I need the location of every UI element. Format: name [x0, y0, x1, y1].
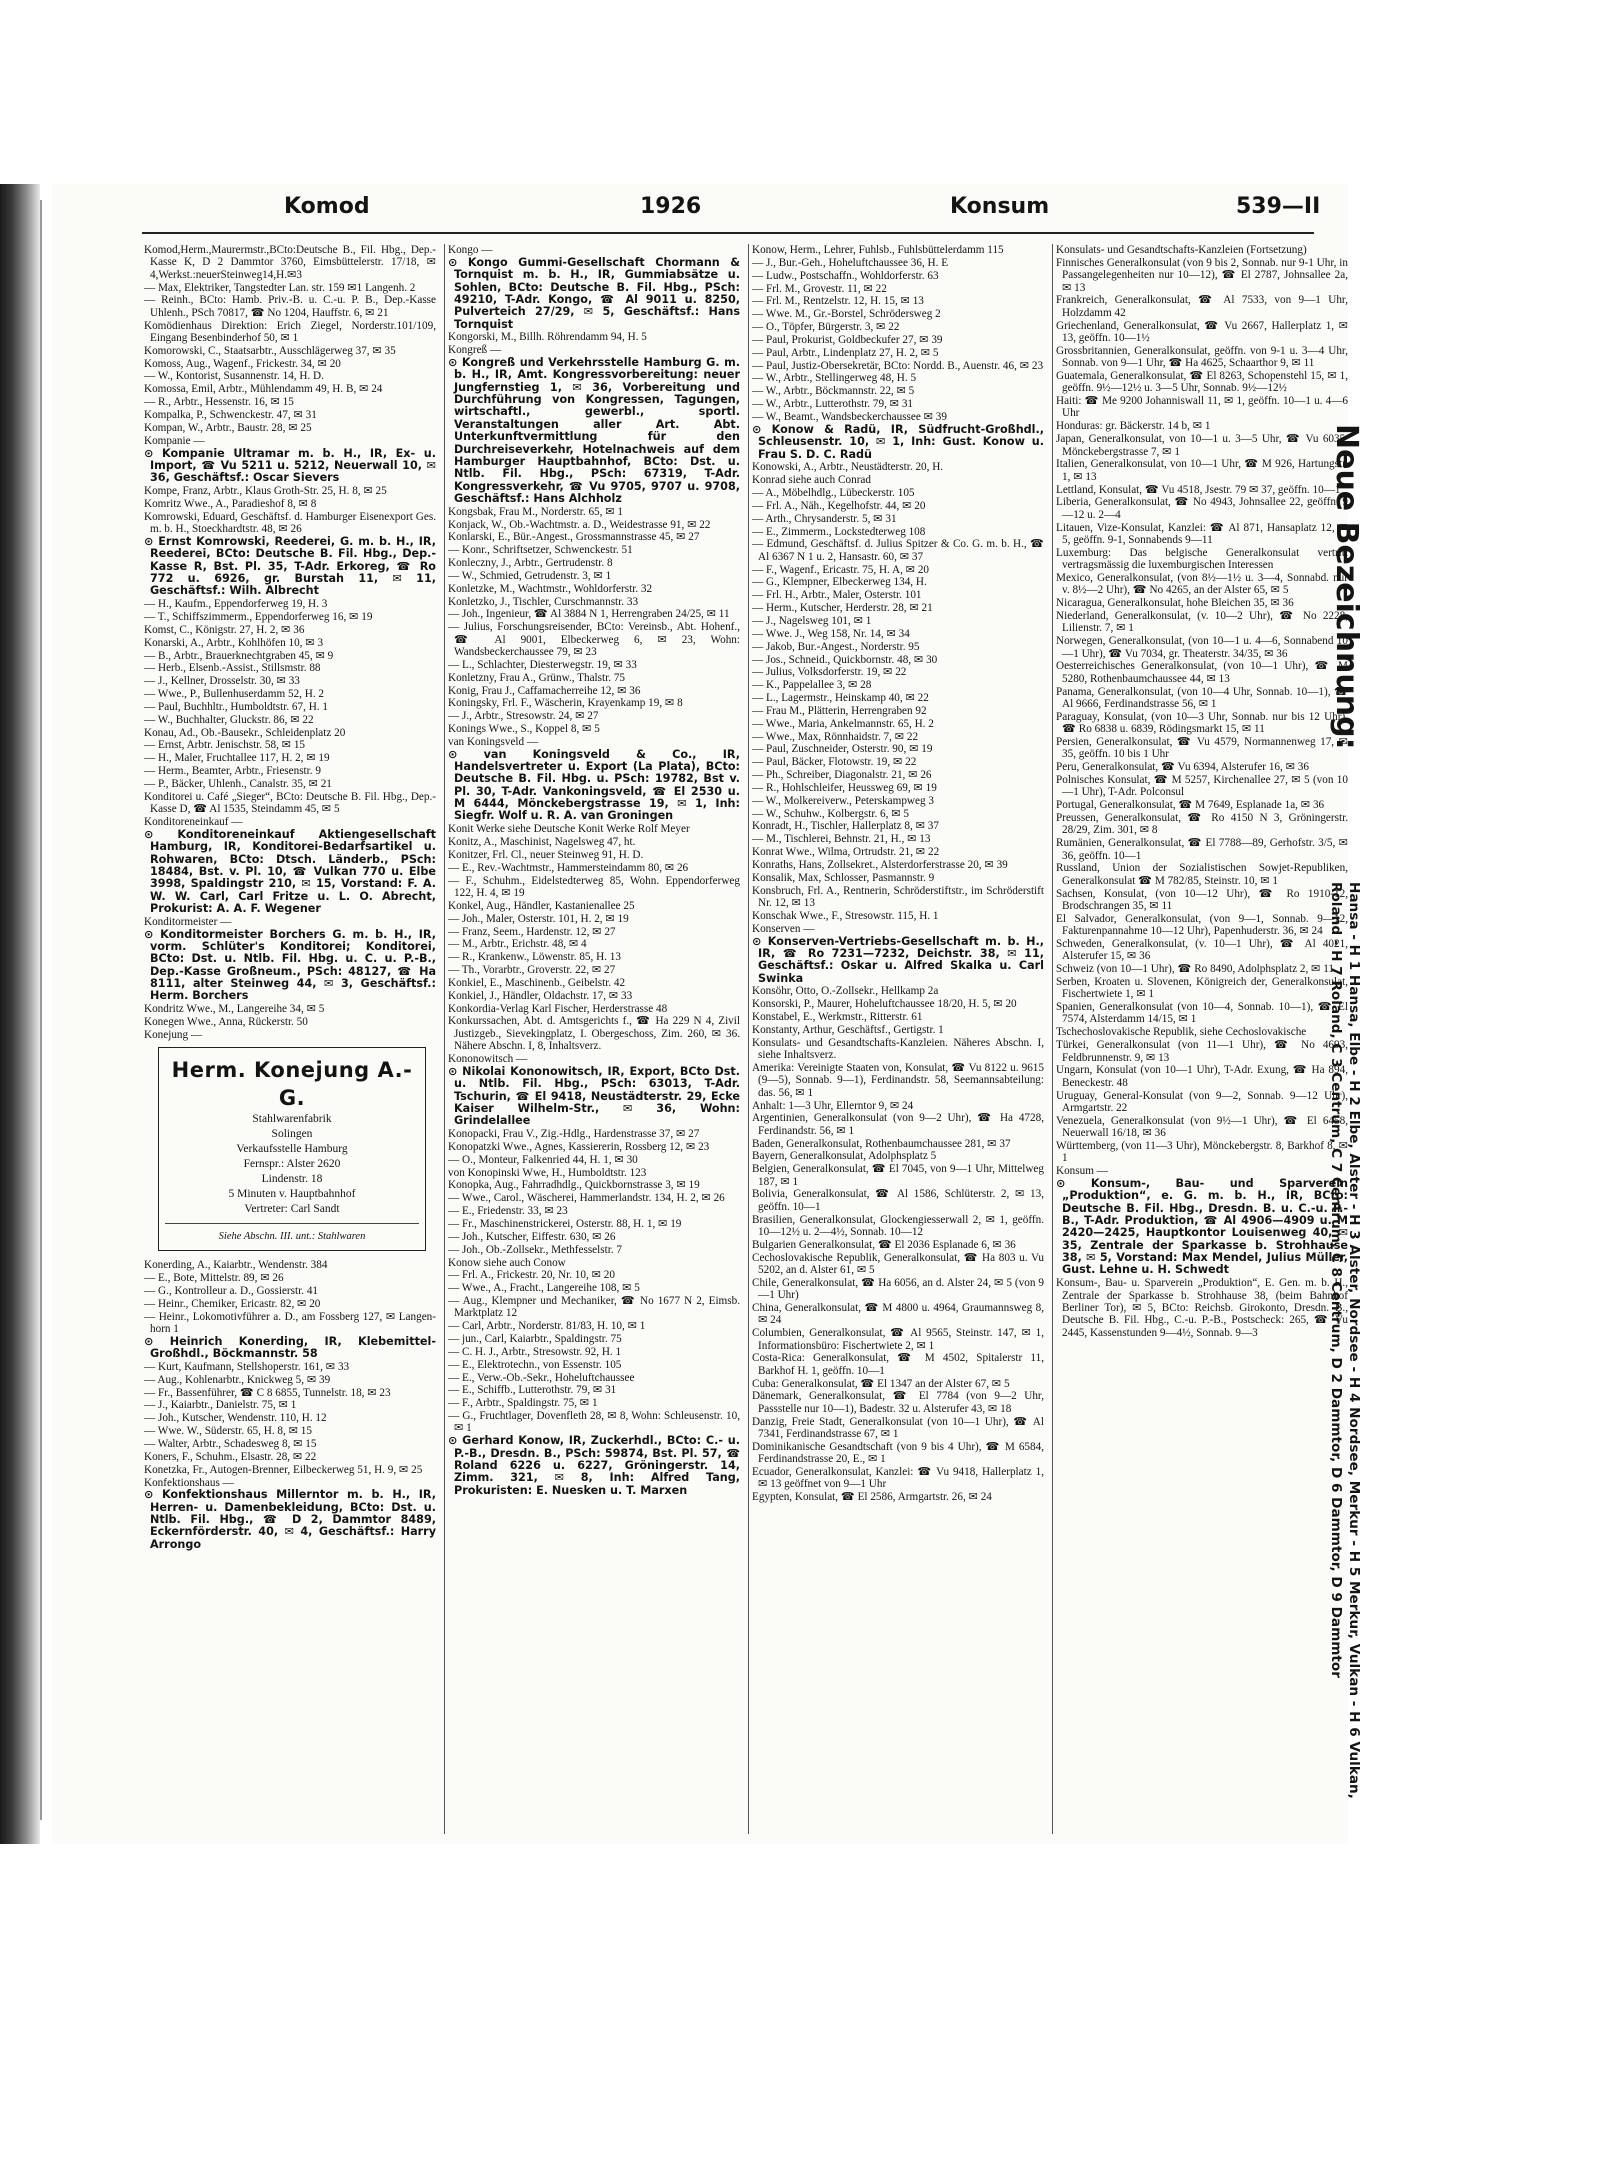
book-spine-shadow	[0, 184, 40, 1844]
directory-entry: ⊙ van Koningsveld & Co., IR, Handelsvertreter u. Export (La Plata), BCto: Deutsche B. Fil. Hbg. u. PSch: 19782, Bst v. Pl. 30, T-Adr. Vankoningsveld, ☎ El 2530 u. M 6444, Mönckebergstrasse 19, ✉ 1, Inh: Siegfr. Wolf u. R. A. van Groningen	[448, 747, 740, 823]
directory-entry: — E., Schiffb., Lutterothstr. 79, ✉ 31	[448, 1384, 617, 1397]
column-divider	[748, 244, 749, 1834]
directory-entry: — F., Arbtr., Spaldingstr. 75, ✉ 1	[448, 1397, 598, 1410]
directory-entry: — Edmund, Geschäftsf. d. Julius Spitzer & Co. G. m. b. H., ☎ Al 6367 N 1 u. 2, Hansastr. 60, ✉ 37	[752, 538, 1044, 563]
directory-entry: — Heinr., Lokomotivführer a. D., am Fossberg 127, ✉ Langen-horn 1	[144, 1310, 436, 1335]
directory-entry: Kongsbak, Frau M., Norderstr. 65, ✉ 1	[448, 505, 623, 518]
directory-entry: Konraths, Hans, Zollsekret., Alsterdorferstrasse 20, ✉ 39	[752, 859, 1008, 871]
directory-entry: — R., Hohlschleifer, Heussweg 69, ✉ 19	[752, 781, 937, 794]
directory-entry: Italien, Generalkonsulat, von 10—1 Uhr, ☎ M 926, Hartungstr. 1, ✉ 13	[1056, 458, 1348, 483]
directory-entry: Koners, F., Schuhm., Elsastr. 28, ✉ 22	[144, 1450, 317, 1463]
directory-entry: Kondritz Wwe., M., Langereihe 34, ✉ 5	[144, 1003, 325, 1016]
directory-entry: ⊙ Ernst Komrowski, Reederei, G. m. b. H., IR, Reederei, BCto: Deutsche B. Fil. Hbg., Dep.-Kasse R, Bst. Pl. 35, T-Adr. Erkoreg, ☎ Ro 772 u. 6926, gr. Burstah 11, ✉ 11, Geschäftsf.: Wilh. Albrecht	[144, 534, 436, 598]
directory-entry: — G., Klempner, Elbeckerweg 134, H.	[752, 576, 927, 589]
directory-entry: Litauen, Vize-Konsulat, Kanzlei: ☎ Al 871, Hansaplatz 12, ✉ 5, geöffn. 9-1, Sonnabends 9—11	[1056, 521, 1348, 546]
directory-entry: — Frl. A., Frickestr. 20, Nr. 10, ✉ 20	[448, 1269, 615, 1282]
directory-entry: — Julius, Forschungsreisender, BCto: Vereinsb., Abt. Hohenf., ☎ Al 9001, Elbeckerweg 6, ✉ 23, Wohn: Wandsbeckerchaussee 79, ✉ 23	[448, 621, 740, 658]
directory-entry: ⊙ Heinrich Konerding, IR, Klebemittel-Großhdl., Böckmannstr. 58	[144, 1334, 436, 1361]
directory-entry: ⊙ Gerhard Konow, IR, Zuckerhdl., BCto: C.- u. P.-B., Dresdn. B., PSch: 59874, Bst. Pl. 57, ☎ Roland 6226 u. 6227, Gröningerstr. 14, Zimm. 321, ✉ 8, Inh: Alfred Tang, Prokuristen: E. Nuesken u. T. Marxen	[448, 1434, 740, 1497]
directory-entry: Kompanie —	[144, 434, 205, 447]
directory-entry: Konstanty, Arthur, Geschäftsf., Gertigstr. 1	[752, 1023, 944, 1036]
directory-entry: Cechoslovakische Republik, Generalkonsulat, ☎ Ha 803 u. Vu 5202, an d. Alster 61, ✉ 5	[752, 1251, 1044, 1276]
directory-entry: Kompalka, P., Schwenckestr. 47, ✉ 31	[144, 408, 317, 421]
directory-entry: — E., Verw.-Ob.-Sekr., Hoheluftchaussee	[448, 1371, 635, 1384]
header-year: 1926	[640, 194, 702, 219]
directory-entry: — H., Kaufm., Eppendorferweg 19, H. 3	[144, 598, 328, 611]
directory-entry: Schweiz (von 10—1 Uhr), ☎ Ro 8490, Adolphsplatz 2, ✉ 11	[1056, 963, 1335, 976]
directory-entry: — Paul, Zuschneider, Osterstr. 90, ✉ 19	[752, 743, 933, 756]
directory-entry: — Frl. M., Grovestr. 11, ✉ 22	[752, 282, 887, 295]
directory-entry: Guatemala, Generalkonsulat, ☎ El 8263, Schopenstehl 15, ✉ 1, geöffn. 9½—12½ u. 3—5 Uhr, Sonnab. 9½—12½	[1056, 369, 1348, 395]
directory-entry: Chile, Generalkonsulat, ☎ Ha 6056, an d. Alster 24, ✉ 5 (von 9—1 Uhr)	[752, 1276, 1044, 1302]
directory-entry: ⊙ Konserven-Vertriebs-Gesellschaft m. b. H., IR, ☎ Ro 7231—7232, Deichstr. 38, ✉ 11, Geschäftsf.: Oskar u. Alfred Skalka u. Carl Swinka	[752, 934, 1044, 985]
directory-entry: ⊙ Konow & Radü, IR, Südfrucht-Großhdl., Schleusenstr. 10, ✉ 1, Inh: Gust. Konow u. Frau S. D. C. Radü	[752, 422, 1044, 461]
directory-entry: — Joh., Kutscher, Eiffestr. 630, ✉ 26	[448, 1230, 616, 1243]
directory-entry: — Ludw., Postschaffn., Wohldorferstr. 63	[752, 269, 939, 282]
directory-entry: Konkel, Aug., Händler, Kastanienallee 25	[448, 899, 635, 912]
directory-entry: — W., Molkereiverw., Peterskampweg 3	[752, 794, 934, 807]
directory-entry: Liberia, Generalkonsulat, ☎ No 4943, Johnsallee 22, geöffn. 9—12 u. 2—4	[1056, 496, 1348, 521]
directory-entry: Peru, Generalkonsulat, ☎ Vu 6394, Alsterufer 16, ✉ 36	[1056, 761, 1309, 774]
directory-entry: Konsöhr, Otto, O.-Zollsekr., Hellkamp 2a	[752, 985, 939, 998]
directory-entry: Nicaragua, Generalkonsulat, hohe Bleichen 35, ✉ 36	[1056, 597, 1294, 610]
directory-entry: — E., Friedenstr. 33, ✉ 23	[448, 1205, 568, 1218]
directory-entry: — Wwe. W., Süderstr. 65, H. 8, ✉ 15	[144, 1425, 312, 1438]
directory-entry: — Frl. M., Rentzelstr. 12, H. 15, ✉ 13	[752, 295, 924, 308]
directory-entry: Konarski, A., Arbtr., Kohlhöfen 10, ✉ 3	[144, 636, 324, 649]
directory-entry: Konsulats- und Gesandtschafts-Kanzleien. Näheres Abschn. I, siehe Inhaltsverz.	[752, 1036, 1044, 1062]
directory-entry: Luxemburg: Das belgische Generalkonsulat vertritt vertragsmässig die luxemburgischen Interessen	[1056, 546, 1348, 572]
directory-entry: Konerding, A., Kaiarbtr., Wendenstr. 384	[144, 1259, 328, 1272]
directory-entry: — Ernst, Arbtr. Jenischstr. 58, ✉ 15	[144, 739, 306, 752]
page-edge	[40, 200, 42, 1820]
directory-entry: Niederland, Generalkonsulat, (v. 10—2 Uhr), ☎ No 2228, Lilienstr. 7, ✉ 1	[1056, 609, 1348, 635]
directory-entry: — Fr., Maschinenstrickerei, Osterstr. 88, H. 1, ✉ 19	[448, 1217, 682, 1230]
directory-entry: — A., Möbelhdlg., Lübeckerstr. 105	[752, 487, 915, 500]
directory-entry: Baden, Generalkonsulat, Rothenbaumchaussee 281, ✉ 37	[752, 1137, 1011, 1150]
directory-entry: Kongorski, M., Billh. Röhrendamm 94, H. 5	[448, 331, 647, 344]
directory-entry: — Herm., Kutscher, Herderstr. 28, ✉ 21	[752, 602, 933, 615]
directory-entry: Rumänien, Generalkonsulat, ☎ El 7788—89, Gerhofstr. 3/5, ✉ 36, geöffn. 10—1	[1056, 837, 1348, 862]
entry-list	[752, 244, 1044, 1504]
directory-entry: Schweden, Generalkonsulat, (v. 10—1 Uhr), ☎ Al 4021, Alsterufer 15, ✉ 36	[1056, 937, 1348, 963]
directory-entry: — Aug., Klempner und Mechaniker, ☎ No 1677 N 2, Eimsb. Marktplatz 12	[448, 1295, 740, 1320]
directory-entry: — W., Kontorist, Susannenstr. 14, H. D.	[144, 370, 324, 383]
directory-entry: — J., Nagelsweg 101, ✉ 1	[752, 614, 872, 627]
directory-entry: — W., Arbtr., Lutterothstr. 79, ✉ 31	[752, 398, 914, 411]
directory-entry: Komod,Herm.,Maurermstr.,BCto:Deutsche B., Fil. Hbg., Dep.-Kasse K, D 2 Dammtor 3760, Eimsbüttelerstr. 17/18, ✉4,Werkst.:neuerSteinweg14,H.✉3	[144, 244, 436, 281]
directory-entry: — Heinr., Chemiker, Ericastr. 82, ✉ 20	[144, 1297, 321, 1310]
header-first-entry: Komod	[284, 194, 370, 219]
directory-entry: ⊙ Nikolai Kononowitsch, IR, Export, BCto Dst. u. Ntlb. Fil. Hbg., PSch: 63013, T-Adr. Tschurin, ☎ El 9418, Neustädterstr. 29, Ecke Kaiser Wilhelm-Str., ✉ 36, Wohn: Grindelallee	[448, 1064, 740, 1128]
directory-entry: — Frau M., Plätterin, Herrengraben 92	[752, 704, 927, 717]
directory-entry: Ungarn, Konsulat (von 10—1 Uhr), T-Adr. Exung, ☎ Ha 894, Beneckestr. 48	[1056, 1064, 1348, 1089]
directory-entry: — Herm., Beamter, Arbtr., Friesenstr. 9	[144, 765, 321, 778]
directory-entry: Konopacki, Frau V., Zig.-Hdlg., Hardenstrasse 37, ✉ 27	[448, 1128, 700, 1141]
directory-entry: — P., Bäcker, Uhlenh., Canalstr. 35, ✉ 21	[144, 777, 332, 790]
directory-entry: — C. H. J., Arbtr., Stresowstr. 92, H. 1	[448, 1345, 622, 1358]
directory-entry: — T., Schiffszimmerm., Eppendorferweg 16, ✉ 19	[144, 610, 373, 623]
directory-entry: Konitz, A., Maschinist, Nagelsweg 47, ht.	[448, 836, 636, 849]
directory-entry: — F., Schuhm., Eidelstedterweg 85, Wohn. Eppendorferweg 122, H. 4, ✉ 19	[448, 874, 740, 900]
directory-entry: Komst, C., Königstr. 27, H. 2, ✉ 36	[144, 623, 305, 636]
directory-entry: — Paul, Justiz-Obersekretär, BCto: Nordd. B., Auenstr. 46, ✉ 23	[752, 359, 1044, 372]
directory-entry: — F., Wagenf., Ericastr. 75, H. A, ✉ 20	[752, 563, 930, 576]
directory-entry: — Franz, Seem., Hardenstr. 12, ✉ 27	[448, 925, 616, 938]
directory-entry: — Walter, Arbtr., Schadesweg 8, ✉ 15	[144, 1437, 317, 1450]
directory-entry: Cuba: Generalkonsulat, ☎ El 1347 an der Alster 67, ✉ 5	[752, 1377, 1010, 1390]
directory-entry: Preussen, Generalkonsulat, ☎ Ro 4150 N 3, Gröningerstr. 28/29, Zim. 301, ✉ 8	[1056, 811, 1348, 837]
directory-entry: — Konr., Schriftsetzer, Schwenckestr. 51	[448, 544, 633, 557]
directory-entry: Oesterreichisches Generalkonsulat, (von 10—1 Uhr), ☎ M 5280, Rothenbaumchaussee 44, ✉ 13	[1056, 660, 1348, 685]
directory-entry: — E., Rev.-Wachtmstr., Hammersteindamm 80, ✉ 26	[448, 861, 689, 874]
directory-entry: — Julius, Volksdorferstr. 19, ✉ 22	[752, 666, 907, 679]
directory-entry: — E., Zimmerm., Lockstedterweg 108	[752, 525, 926, 538]
directory-entry: Lettland, Konsulat, ☎ Vu 4518, Jsestr. 79 ✉ 37, geöffn. 10—1	[1056, 483, 1341, 496]
directory-entry: — J., Arbtr., Stresowstr. 24, ✉ 27	[448, 710, 599, 723]
directory-entry: Konfektionshaus —	[144, 1476, 234, 1489]
directory-entry: Konit Werke siehe Deutsche Konit Werke Rolf Meyer	[448, 823, 690, 836]
directory-entry: — Wwe., Carol., Wäscherei, Hammerlandstr. 134, H. 2, ✉ 26	[448, 1192, 725, 1205]
directory-entry: Grossbritannien, Generalkonsulat, geöffn. von 9-1 u. 3—4 Uhr, Sonnab. von 9—1 Uhr, ☎ Ha 4625, Schaarthor 9, ✉ 11	[1056, 344, 1348, 370]
directory-entry: Egypten, Konsulat, ☎ El 2586, Armgartstr. 26, ✉ 24	[752, 1491, 992, 1504]
directory-entry: — H., Maler, Fruchtallee 117, H. 2, ✉ 19	[144, 752, 330, 765]
directory-entry: Brasilien, Generalkonsulat, Glockengiesserwall 2, ✉ 1, geöffn. 10—12½ u. 2—4½, Sonnab. 10—12	[752, 1213, 1044, 1238]
directory-entry: — B., Arbtr., Brauerknechtgraben 45, ✉ 9	[144, 649, 334, 662]
directory-entry: Columbien, Generalkonsulat, ☎ Al 9565, Steinstr. 147, ✉ 1, Informationsbüro: Fischertwiete 2, ✉ 1	[752, 1327, 1044, 1352]
directory-entry: Ecuador, Generalkonsulat, Kanzlei: ☎ Vu 9418, Hallerplatz 1, ✉ 13 geöffnet von 9—1 Uhr	[752, 1466, 1044, 1491]
directory-entry: Komoss, Aug., Wagenf., Frickestr. 34, ✉ 20	[144, 357, 341, 370]
ad-line: Stahlwarenfabrik	[252, 1113, 332, 1126]
directory-entry: Konletzny, Frau A., Grünw., Thalstr. 75	[448, 671, 626, 684]
directory-entry: Konrat Wwe., Wilma, Ortrudstr. 21, ✉ 22	[752, 846, 940, 859]
directory-entry: Panama, Generalkonsulat, (von 10—4 Uhr, Sonnab. 10—1), ☎ Al 9666, Ferdinandstrasse 56, ✉ 1	[1056, 685, 1348, 710]
ad-line: Vertreter: Carl Sandt	[244, 1203, 340, 1216]
directory-entry: Konletzke, M., Wachtmstr., Wohldorferstr. 32	[448, 582, 653, 595]
column-4	[1056, 244, 1348, 1842]
directory-entry: — E., Bote, Mittelstr. 89, ✉ 26	[144, 1272, 284, 1284]
directory-entry: — Paul, Bäcker, Flotowstr. 19, ✉ 22	[752, 756, 917, 769]
directory-entry: von Konopinski Wwe, H., Humboldtstr. 123	[448, 1166, 647, 1179]
header-last-entry: Konsum	[950, 194, 1050, 219]
directory-entry: Konopka, Aug., Fahrradhdlg., Quickbornstrasse 3, ✉ 19	[448, 1179, 700, 1192]
column-2	[448, 244, 740, 1842]
directory-entry: — O., Monteur, Falkenried 44, H. 1, ✉ 30	[448, 1153, 638, 1166]
directory-entry: van Koningsveld —	[448, 735, 539, 748]
telephone-exchange-notice	[1312, 424, 1364, 1844]
directory-entry: Konings Wwe., S., Koppel 8, ✉ 5	[448, 723, 600, 736]
directory-entry: — Wwe., Maria, Ankelmannstr. 65, H. 2	[752, 717, 934, 730]
directory-entry: — L., Schlachter, Diesterwegstr. 19, ✉ 33	[448, 658, 637, 671]
directory-entry: Koningsky, Frl. F., Wäscherin, Krayenkamp 19, ✉ 8	[448, 697, 683, 710]
directory-entry: Konejung —	[144, 1028, 203, 1041]
directory-entry: Konetzka, Fr., Autogen-Brenner, Eilbeckerweg 51, H. 9, ✉ 25	[144, 1463, 423, 1476]
directory-entry: — Ph., Schreiber, Diagonalstr. 21, ✉ 26	[752, 769, 932, 782]
notice-title: Neue Bezeichnung:	[1329, 424, 1364, 750]
directory-entry: ⊙ Kompanie Ultramar m. b. H., IR, Ex- u. Import, ☎ Vu 5211 u. 5212, Neuerwall 10, ✉ 36, Geschäftsf.: Oscar Sievers	[144, 446, 436, 485]
directory-entry: Komritz Wwe., A., Paradieshof 8, ✉ 8	[144, 497, 317, 510]
directory-entry: Haiti: ☎ Me 9200 Johanniswall 11, ✉ 1, geöffn. 10—1 u. 4—6 Uhr	[1056, 395, 1348, 420]
column-divider	[444, 244, 445, 1834]
directory-entry: Konig, Frau J., Caffamacherreihe 12, ✉ 36	[448, 684, 641, 697]
directory-entry: Konau, Ad., Ob.-Bausekr., Schleidenplatz 20	[144, 726, 346, 739]
directory-entry: — W., Buchhalter, Gluckstr. 86, ✉ 22	[144, 713, 314, 726]
directory-entry: — Frl. A., Näh., Kegelhofstr. 44, ✉ 20	[752, 499, 926, 512]
directory-entry: Komorowski, C., Staatsarbtr., Ausschlägerweg 37, ✉ 35	[144, 344, 396, 357]
ad-lines	[165, 1112, 419, 1217]
header-rule	[142, 232, 1314, 234]
directory-entry: — J., Kellner, Drosselstr. 30, ✉ 33	[144, 675, 300, 688]
directory-entry: — Th., Vorarbtr., Groverstr. 22, ✉ 27	[448, 964, 616, 977]
directory-entry: Costa-Rica: Generalkonsulat, ☎ M 4502, Spitalerstr 11, Barkhof H. 1, geöffn. 10—1	[752, 1352, 1044, 1377]
directory-entry: — W., Arbtr., Böckmannstr. 22, ✉ 5	[752, 385, 915, 398]
directory-entry: Griechenland, Generalkonsulat, ☎ Vu 2667, Hallerplatz 1, ✉ 13, geöffn. 10—1½	[1056, 319, 1348, 344]
directory-entry: Konsulats- und Gesandtschafts-Kanzleien (Fortsetzung)	[1056, 244, 1307, 256]
directory-entry: Konow siehe auch Conow	[448, 1256, 566, 1269]
directory-entry: — R., Arbtr., Hessenstr. 16, ✉ 15	[144, 396, 294, 409]
directory-entry: Bulgarien Generalkonsulat, ☎ El 2036 Esplanade 6, ✉ 36	[752, 1238, 1016, 1251]
directory-entry: Konditorei u. Café „Sieger“, BCto: Deutsche B. Fil. Hbg., Dep.-Kasse D, ☎ Al 1535, Steindamm 45, ✉ 5	[144, 790, 436, 816]
directory-entry: — E., Elektrotechn., von Essenstr. 105	[448, 1358, 622, 1371]
directory-entry: — Joh., Maler, Osterstr. 101, H. 2, ✉ 19	[448, 912, 629, 925]
column-1	[144, 244, 436, 1842]
directory-entry: Spanien, Generalkonsulat (von 10—4, Sonnab. 10—1), ☎ El 7574, Alsterdamm 14/15, ✉ 1	[1056, 1001, 1348, 1026]
directory-entry: Bayern, Generalkonsulat, Adolphsplatz 5	[752, 1150, 937, 1163]
page-header	[52, 184, 1321, 234]
directory-entry: — W., Beamt., Wandsbeckerchaussee ✉ 39	[752, 410, 947, 423]
directory-entry: — M., Arbtr., Erichstr. 48, ✉ 4	[448, 938, 587, 951]
directory-entry: Tschechoslovakische Republik, siehe Cechoslovakische	[1056, 1026, 1307, 1039]
directory-entry: Konowski, A., Arbtr., Neustädterstr. 20, H.	[752, 461, 944, 474]
directory-entry: — jun., Carl, Kaiarbtr., Spaldingstr. 75	[448, 1333, 622, 1346]
directory-entry: Konjack, W., Ob.-Wachtmstr. a. D., Weidestrasse 91, ✉ 22	[448, 518, 711, 531]
directory-entry: Dominikanische Gesandtschaft (von 9 bis 4 Uhr), ☎ M 6584, Ferdinandstrasse 20, E., ✉ 1	[752, 1440, 1044, 1466]
directory-entry: Konegen Wwe., Anna, Rückerstr. 50	[144, 1015, 308, 1028]
directory-entry: — R., Krankenw., Löwenstr. 85, H. 13	[448, 951, 621, 964]
directory-entry: Konletzko, J., Tischler, Curschmannstr. 33	[448, 595, 639, 608]
notice-line-1: Hansa - H 1 Hansa, Elbe - H 2 Elbe, Alster - H 3 Alster, Nordsee - H 4 Nordsee, Merkur - H 5 Merkur, Vulkan - H 6 Vulkan,	[1346, 882, 1362, 1799]
directory-entry: ⊙ Kongreß und Verkehrsstelle Hamburg G. m. b. H., IR, Amt. Kongressvorbereitung: neuer Jungfernstieg 1, ✉ 36, Vorbereitung und Durchführung von Kongressen, Tagungen, wirtschaftl., gewerbl., sportl. Veranstaltungen aller Art. Abt. Unterkunftvermittlung für den Durchreiseverkehr, Hotelnachweis auf dem Hamburger Hauptbahnhof, BCto: Dst. u. Ntlb. Fil. Hbg., PSch: 67319, T-Adr. Kongressverkehr, ☎ Vu 9705, 9707 u. 9708, Geschäftsf.: Hans Alchholz	[448, 356, 740, 505]
directory-entry: Paraguay, Konsulat, (von 10—3 Uhr, Sonnab. nur bis 12 Uhr), ☎ Ro 6838 u. 6839, Rödingsmarkt 15, ✉ 11	[1056, 710, 1348, 736]
ad-line: Solingen	[271, 1128, 313, 1141]
directory-entry: Honduras: gr. Bäckerstr. 14 b, ✉ 1	[1056, 420, 1211, 433]
directory-entry: — Wwe. J., Weg 158, Nr. 14, ✉ 34	[752, 627, 910, 640]
directory-entry: — G., Fruchtlager, Dovenfleth 28, ✉ 8, Wohn: Schleusenstr. 10, ✉ 1	[448, 1410, 740, 1435]
directory-entry: Russland, Union der Sozialistischen Sowjet-Republiken, Generalkonsulat ☎ M 782/85, Steinstr. 10, ✉ 1	[1056, 862, 1348, 887]
directory-entry: Danzig, Freie Stadt, Generalkonsulat (von 10—1 Uhr), ☎ Al 7341, Ferdinandstrasse 67, ✉ 1	[752, 1415, 1044, 1440]
directory-entry: — Paul, Arbtr., Lindenplatz 27, H. 2, ✉ 5	[752, 346, 939, 359]
directory-entry: Konlarski, E., Bür.-Angest., Grossmannstrasse 45, ✉ 27	[448, 531, 700, 544]
directory-entry: Uruguay, General-Konsulat (von 9—2, Sonnab. 9—12 Uhr), Armgartstr. 22	[1056, 1089, 1348, 1114]
directory-entry: — Wwe., A., Fracht., Langereihe 108, ✉ 5	[448, 1282, 640, 1295]
ad-line: 5 Minuten v. Hauptbahnhof	[228, 1188, 356, 1201]
directory-entry: — Wwe., P., Bullenhuserdamm 52, H. 2	[144, 688, 325, 701]
directory-entry: — Arth., Chrysanderstr. 5, ✉ 31	[752, 512, 897, 525]
directory-entry: Finnisches Generalkonsulat (von 9 bis 2, Sonnab. nur 9-1 Uhr, in Passangelegenheiten nur 10—12), ☎ El 2787, Johnsallee 2a, ✉ 13	[1056, 256, 1348, 294]
directory-entry: Belgien, Generalkonsulat, ☎ El 7045, von 9—1 Uhr, Mittelweg 187, ✉ 1	[752, 1163, 1044, 1188]
directory-entry: — K., Pappelallee 3, ✉ 28	[752, 679, 872, 692]
directory-entry: Komödienhaus Direktion: Erich Ziegel, Norderstr.101/109, Eingang Besenbinderhof 50, ✉ 1	[144, 319, 436, 344]
directory-entry: ⊙ Konfektionshaus Millerntor m. b. H., IR, Herren- u. Damenbekleidung, BCto: Dst. u. Ntlb. Fil. Hbg., ☎ D 2, Dammtor 8489, Eckernförderstr. 40, ✉ 4, Geschäftsf.: Harry Arrongo	[144, 1488, 436, 1551]
directory-entry: — J., Kaiarbtr., Danielstr. 75, ✉ 1	[144, 1399, 297, 1412]
directory-entry: — Kurt, Kaufmann, Stellshoperstr. 161, ✉ 33	[144, 1360, 350, 1373]
directory-entry: — L., Lagermstr., Heinskamp 40, ✉ 22	[752, 692, 929, 705]
directory-entry: Konradt, H., Tischler, Hallerplatz 8, ✉ 37	[752, 820, 939, 833]
directory-entry: — Frl. H., Arbtr., Maler, Osterstr. 101	[752, 589, 922, 602]
directory-entry: Konkiel, J., Händler, Oldachstr. 17, ✉ 33	[448, 989, 633, 1002]
directory-entry: — Fr., Bassenführer, ☎ C 8 6855, Tunnelstr. 18, ✉ 23	[144, 1386, 391, 1399]
directory-entry: — Max, Elektriker, Tangstedter Lan. str. 159 ✉1 Langenh. 2	[144, 281, 416, 294]
directory-entry: Konsorski, P., Maurer, Hoheluftchaussee 18/20, H. 5, ✉ 20	[752, 998, 1017, 1011]
advertisement-box	[158, 1047, 426, 1251]
directory-entry: — Paul, Buchhltr., Humboldtstr. 67, H. 1	[144, 700, 328, 713]
directory-entry: — Jakob, Bur.-Angest., Norderstr. 95	[752, 640, 920, 653]
directory-entry: Sachsen, Konsulat, (von 10—12 Uhr), ☎ Ro 1910-12, Brodschrangen 35, ✉ 11	[1056, 887, 1348, 912]
directory-entry: Kompe, Franz, Arbtr., Klaus Groth-Str. 25, H. 8, ✉ 25	[144, 485, 387, 498]
directory-entry: Konow, Herm., Lehrer, Fuhlsb., Fuhlsbüttelerdamm 115	[752, 244, 1004, 256]
directory-entry: Konsum —	[1056, 1165, 1108, 1178]
directory-entry: — Jos., Schneid., Quickbornstr. 48, ✉ 30	[752, 653, 938, 666]
directory-entry: Konkiel, E., Maschinenb., Geibelstr. 42	[448, 976, 626, 989]
directory-entry: — Joh., Ob.-Zollsekr., Methfesselstr. 7	[448, 1243, 623, 1256]
directory-entry: — Carl, Arbtr., Norderstr. 81/83, H. 10, ✉ 1	[448, 1320, 646, 1333]
directory-entry: — Wwe., Max, Rönnhaidstr. 7, ✉ 22	[752, 730, 919, 743]
directory-entry: Kompan, W., Arbtr., Baustr. 28, ✉ 25	[144, 421, 312, 434]
directory-entry: Kongreß —	[448, 344, 502, 357]
directory-entry: Anhalt: 1—3 Uhr, Ellerntor 9, ✉ 24	[752, 1099, 914, 1112]
directory-entry: — O., Töpfer, Bürgerstr. 3, ✉ 22	[752, 321, 900, 334]
directory-entry: Türkei, Generalkonsulat (von 11—1 Uhr), ☎ No 4693, Feldbrunnenstr. 9, ✉ 13	[1056, 1039, 1348, 1064]
directory-entry: ⊙ Konditormeister Borchers G. m. b. H., IR, vorm. Schlüter's Konditorei; Konditorei, BCto: Dst. u. Ntlb. Fil. Hbg. u. C. u. P.-B., Dep.-Kasse Großneum., PSch: 48127, ☎ Ha 8111, alter Steinweg 44, ✉ 3, Geschäftsf.: Herm. Borchers	[144, 927, 436, 1003]
directory-entry: Norwegen, Generalkonsulat, (von 10—1 u. 4—6, Sonnabend 10—1 Uhr), ☎ Vu 7034, gr. Theaterstr. 34/35, ✉ 36	[1056, 635, 1348, 660]
directory-entry: Komossa, Emil, Arbtr., Mühlendamm 49, H. B, ✉ 24	[144, 383, 383, 396]
directory-entry: Persien, Generalkonsulat, ☎ Vu 4579, Normannenweg 17, ✉ 35, geöffn. 10 bis 1 Uhr	[1056, 735, 1348, 761]
directory-entry: Venezuela, Generalkonsulat (von 9½—1 Uhr), ☎ El 6458, Neuerwall 16/18, ✉ 36	[1056, 1114, 1348, 1140]
entry-list	[1056, 244, 1348, 1339]
directory-entry: Amerika: Vereinigte Staaten von, Konsulat, ☎ Vu 8122 u. 9615 (9—5), Sonnab. 9—1), Ferdinandstr. 58, Seemannsabteilung: das. 56, ✉ 1	[752, 1062, 1044, 1099]
directory-entry: Konkordia-Verlag Karl Fischer, Herderstrasse 48	[448, 1002, 668, 1015]
directory-entry: Mexico, Generalkonsulat, (von 8½—1½ u. 3—4, Sonnabd. nur v. 8½—2 Uhr), ☎ No 4265, an der Alster 65, ✉ 5	[1056, 571, 1348, 597]
ad-title: Herm. Konejung A.-G.	[171, 1058, 413, 1111]
directory-entry: — G., Kontrolleur a. D., Gossierstr. 41	[144, 1284, 319, 1297]
directory-entry: Serben, Kroaten u. Slovenen, Königreich der, Generalkonsulat, Fischertwiete 1, ✉ 1	[1056, 975, 1348, 1001]
directory-entry: ⊙ Konsum-, Bau- und Sparverein „Produktion“, e. G. m. b. H., IR, BCto: Deutsche B. Fil. Hbg., Dresdn. B. u. C.-u. P.-B., T-Adr. Produktion, ☎ Al 4906—4909 u. M 2420—2425, Hauptkontor Louisenweg 40, ✉ 35, Zentrale der Sparkasse b. Strohhause 38, ✉ 5, Vorstand: Max Mendel, Julius Müller, Gust. Lehne u. H. Schwedt	[1056, 1176, 1348, 1277]
directory-entry: Konitzer, Frl. Cl., neuer Steinweg 91, H. D.	[448, 849, 644, 861]
directory-entry: Kononowitsch —	[448, 1053, 528, 1065]
entry-list	[144, 1259, 436, 1551]
directory-entry: — Aug., Kohlenarbtr., Knickweg 5, ✉ 39	[144, 1373, 331, 1386]
ad-line: Lindenstr. 18	[261, 1173, 323, 1186]
directory-entry: Argentinien, Generalkonsulat (von 9—2 Uhr), ☎ Ha 4728, Ferdinandstr. 56, ✉ 1	[752, 1112, 1044, 1137]
ad-note: Siehe Abschn. III. unt.: Stahlwaren	[165, 1223, 419, 1244]
ad-line: Fernspr.: Alster 2620	[243, 1158, 341, 1171]
entry-list	[448, 244, 740, 1497]
directory-entry: — Reinh., BCto: Hamb. Priv.-B. u. C.-u. P. B., Dep.-Kasse Uhlenh., PSch 70817, ☎ No 1204, Hauffstr. 6, ✉ 21	[144, 294, 436, 319]
directory-entry: Konsbruch, Frl. A., Rentnerin, Schröderstiftstr., im Schröderstift Nr. 12, ✉ 13	[752, 884, 1044, 910]
directory-entry: Konditoreneinkauf —	[144, 815, 243, 828]
directory-entry: Württemberg, (von 11—3 Uhr), Mönckebergstr. 8, Barkhof 8, ✉ 1	[1056, 1139, 1348, 1165]
directory-entry: — Joh., Kutscher, Wendenstr. 110, H. 12	[144, 1412, 327, 1425]
directory-entry: ⊙ Konditoreneinkauf Aktiengesellschaft Hamburg, IR, Konditorei-Bedarfsartikel u. Rohwaren, BCto: Dtsch. Länderb., PSch: 18484, Bst. v. Pl. 10, ☎ Vulkan 770 u. Elbe 3998, Spaldingstr 210, ✉ 15, Vorstand: F. A. W. W. Carl, Carl Fritze u. L. O. Abrecht, Prokurist: A. A. F. Wegener	[144, 827, 436, 915]
directory-entry: Konopatzki Wwe., Agnes, Kassiererin, Rossberg 12, ✉ 23	[448, 1140, 710, 1153]
entry-list	[144, 244, 436, 1041]
directory-entry: Polnisches Konsulat, ☎ M 5257, Kirchenallee 27, ✉ 5 (von 10—1 Uhr), T-Adr. Polconsul	[1056, 773, 1348, 799]
directory-entry: Komrowski, Eduard, Geschäftsf. d. Hamburger Eisenexport Ges. m. b. H., Stoeckhardtstr. 48, ✉ 26	[144, 510, 436, 536]
directory-entry: — Herb., Elsenb.-Assist., Stillsmstr. 88	[144, 662, 321, 675]
directory-entry: Portugal, Generalkonsulat, ☎ M 7649, Esplanade 1a, ✉ 36	[1056, 799, 1325, 812]
directory-entry: — Joh., Ingenieur, ☎ Al 3884 N 1, Herrengraben 24/25, ✉ 11	[448, 608, 730, 621]
directory-entry: Konschak Wwe., F., Stresowstr. 115, H. 1	[752, 909, 939, 922]
column-divider	[1052, 244, 1053, 1834]
directory-entry: — W., Schuhw., Kolbergstr. 6, ✉ 5	[752, 807, 909, 820]
notice-line-2: Roland - H 7 Roland, C 3 Centrum, C 7 Centrum, C 8 Centrum, D 2 Dammtor, D 6 Dammtor, D 9 Dammtor	[1328, 882, 1344, 1678]
directory-entry: China, Generalkonsulat, ☎ M 4800 u. 4964, Graumannsweg 8, ✉ 24	[752, 1302, 1044, 1327]
directory-entry: Frankreich, Generalkonsulat, ☎ Al 7533, von 9—1 Uhr, Holzdamm 42	[1056, 294, 1348, 319]
directory-entry: Konkurssachen, Abt. d. Amtsgerichts f., ☎ Ha 229 N 4, Zivil Justizgeb., Sievekingplatz, I. Obergeschoss, Zim. 260, ✉ 36. Nähere Abschn. I, 8, Inhaltsverz.	[448, 1015, 740, 1053]
directory-entry: — Paul, Prokurist, Goldbeckufer 27, ✉ 39	[752, 333, 943, 346]
header-page-number: 539—II	[1236, 194, 1321, 219]
directory-entry: Konserven —	[752, 922, 815, 935]
directory-entry: — W., Schmied, Getrudenstr. 3, ✉ 1	[448, 569, 612, 582]
directory-entry: Kongo —	[448, 244, 493, 256]
directory-entry: — Wwe. M., Gr.-Borstel, Schrödersweg 2	[752, 308, 941, 321]
directory-entry: — J., Bur.-Geh., Hoheluftchaussee 36, H. E	[752, 256, 949, 269]
directory-entry: Konrad siehe auch Conrad	[752, 474, 871, 487]
directory-entry: El Salvador, Generalkonsulat, (von 9—1, Sonnab. 9—12, Fakturenpannahme 10—12 Uhr), Papenhuderstr. 36, ✉ 24	[1056, 912, 1348, 938]
directory-entry: Konleczny, J., Arbtr., Gertrudenstr. 8	[448, 557, 613, 570]
directory-entry: — M., Tischlerei, Behnstr. 21, H., ✉ 13	[752, 833, 931, 846]
directory-entry: — W., Arbtr., Stellingerweg 48, H. 5	[752, 372, 917, 385]
directory-entry: Japan, Generalkonsulat, von 10—1 u. 3—5 Uhr, ☎ Vu 6035, Mönckebergstrasse 7, ✉ 1	[1056, 433, 1348, 458]
directory-entry: Dänemark, Generalkonsulat, ☎ El 7784 (von 9—2 Uhr, Passstelle nur 10—1), Badestr. 32 u. Alsterufer 43, ✉ 18	[752, 1390, 1044, 1415]
directory-entry: Konstabel, E., Werkmstr., Ritterstr. 61	[752, 1011, 923, 1024]
directory-entry: Konditormeister —	[144, 915, 232, 928]
directory-entry: ⊙ Kongo Gummi-Gesellschaft Chormann & Tornquist m. b. H., IR, Gummiabsätze u. Sohlen, BCto: Deutsche B. Fil. Hbg., PSch: 49210, T-Adr. Kongo, ☎ Al 9011 u. 8250, Pulverteich 27/29, ✉ 5, Geschäftsf.: Hans Tornquist	[448, 255, 740, 331]
directory-entry: Konsum-, Bau- u. Sparverein „Produktion“, E. Gen. m. b. H., Zentrale der Sparkasse b. Strohhause 38, (beim Bahnhof Berliner Tor), ✉ 5, BCto: Reichsb. Girokonto, Dresdn. B., Deutsche B. Fil. Hbg., C.-u. P.-B., Postscheck: 265, ☎ Vu 2445, Kassenstunden 9—4½, Sonnab. 9—3	[1056, 1277, 1348, 1339]
directory-entry: Konsalik, Max, Schlosser, Pasmannstr. 9	[752, 871, 935, 884]
directory-entry: Bolivia, Generalkonsulat, ☎ Al 1586, Schlüterstr. 2, ✉ 13, geöffn. 10—1	[752, 1188, 1044, 1213]
ad-line: Verkaufsstelle Hamburg	[236, 1143, 348, 1156]
column-3	[752, 244, 1044, 1842]
directory-page	[52, 184, 1364, 1844]
